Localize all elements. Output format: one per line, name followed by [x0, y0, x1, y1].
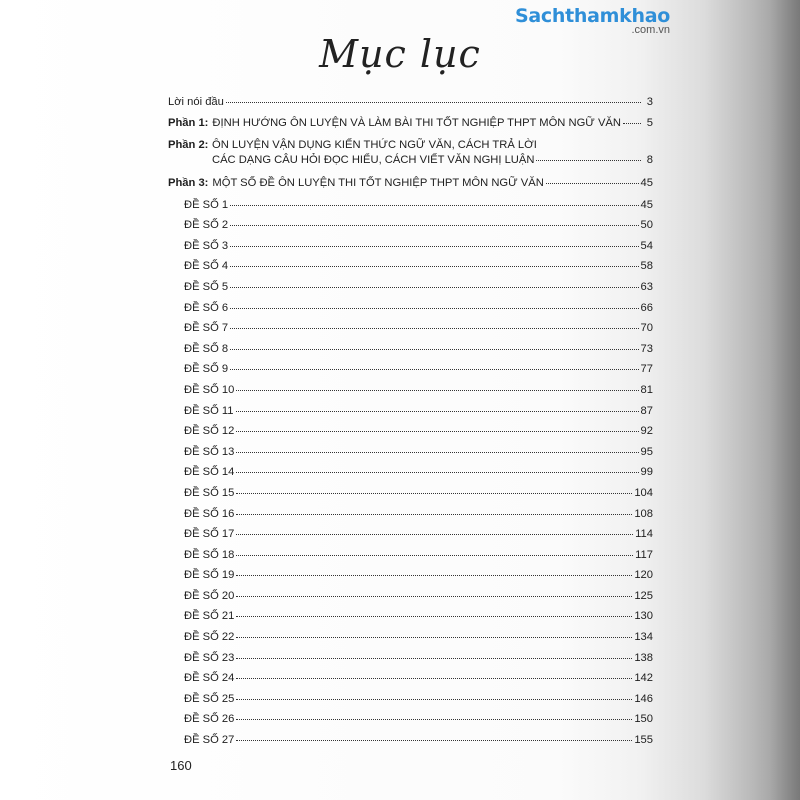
- dot-leader: [236, 739, 632, 741]
- dot-leader: [236, 574, 632, 576]
- dot-leader: [236, 615, 632, 617]
- toc-page: 150: [634, 713, 653, 726]
- toc-label: ĐỀ SỐ 22: [184, 631, 235, 644]
- toc-label: ĐỀ SỐ 9: [184, 363, 229, 376]
- toc-row-exam: [168, 302, 653, 323]
- toc-prefix: Phần 1:: [168, 116, 209, 129]
- table-of-contents: [168, 96, 653, 755]
- toc-row-exam: [168, 446, 653, 467]
- toc-label: ĐỀ SỐ 19: [184, 569, 235, 582]
- toc-row-exam: [168, 363, 653, 384]
- toc-page: 45: [640, 198, 653, 211]
- dot-leader: [236, 677, 632, 679]
- watermark-domain: .com.vn: [631, 24, 670, 36]
- toc-page: 70: [640, 322, 653, 335]
- toc-label: ĐỀ SỐ 14: [184, 466, 235, 479]
- toc-row-exam: [168, 466, 653, 487]
- toc-page: 130: [634, 610, 653, 623]
- toc-row-exam: [168, 384, 653, 405]
- toc-page: 50: [640, 219, 653, 232]
- dot-leader: [546, 182, 639, 184]
- toc-label: ĐỀ SỐ 18: [184, 548, 235, 561]
- toc-label: ĐỀ SỐ 7: [184, 322, 229, 335]
- dot-leader: [230, 348, 638, 350]
- dot-leader: [230, 224, 638, 226]
- watermark-brand: Sachthamkhao: [515, 5, 670, 27]
- dot-leader: [230, 245, 638, 247]
- dot-leader: [236, 636, 632, 638]
- toc-page: 81: [640, 383, 653, 396]
- toc-page: 5: [646, 116, 653, 129]
- toc-row-preface: [168, 96, 653, 117]
- dot-leader: [236, 698, 632, 700]
- toc-row-exam: [168, 610, 653, 631]
- toc-page: 63: [640, 280, 653, 293]
- dot-leader: [236, 430, 638, 432]
- page-title: Mục lục: [319, 32, 481, 76]
- toc-page: 8: [646, 153, 653, 166]
- toc-row-exam: [168, 693, 653, 714]
- toc-label: ĐỀ SỐ 20: [184, 589, 235, 602]
- toc-label: MỘT SỐ ĐỀ ÔN LUYỆN THI TỐT NGHIỆP THPT MÔN NGỮ VĂN: [212, 176, 544, 189]
- toc-label: ĐỀ SỐ 6: [184, 301, 229, 314]
- page-number: 160: [170, 758, 192, 773]
- toc-page: 58: [640, 260, 653, 273]
- toc-page: 142: [634, 672, 653, 685]
- toc-page: 138: [634, 651, 653, 664]
- toc-row-exam: [168, 322, 653, 343]
- toc-label: ĐỀ SỐ 8: [184, 342, 229, 355]
- toc-row-exam: [168, 734, 653, 755]
- toc-row-part-3: [168, 177, 653, 199]
- toc-label: ĐỀ SỐ 4: [184, 260, 229, 273]
- toc-row-exam: [168, 343, 653, 364]
- toc-row-exam: [168, 590, 653, 611]
- toc-label: ĐỀ SỐ 5: [184, 280, 229, 293]
- page-gutter-shadow: [770, 0, 800, 800]
- toc-page: 73: [640, 342, 653, 355]
- toc-row-exam: [168, 281, 653, 302]
- dot-leader: [236, 492, 632, 494]
- toc-row-exam: [168, 569, 653, 590]
- toc-page: 45: [640, 176, 653, 189]
- toc-page: 54: [640, 239, 653, 252]
- toc-page: 3: [646, 96, 653, 108]
- dot-leader: [226, 101, 641, 103]
- dot-leader: [236, 389, 638, 391]
- toc-page: 155: [634, 734, 653, 747]
- toc-row-part-1: [168, 117, 653, 139]
- toc-label-line-2: CÁC DẠNG CÂU HỎI ĐỌC HIỂU, CÁCH VIẾT VĂN NGHỊ LUẬN: [212, 153, 535, 166]
- dot-leader: [236, 657, 632, 659]
- toc-page: 114: [635, 528, 653, 541]
- exam-list: [168, 199, 653, 755]
- toc-page: 99: [640, 466, 653, 479]
- dot-leader: [236, 513, 632, 515]
- dot-leader: [230, 286, 638, 288]
- toc-page: 77: [640, 363, 653, 376]
- dot-leader: [236, 718, 632, 720]
- toc-row-exam: [168, 219, 653, 240]
- toc-label-line-1: ÔN LUYỆN VẬN DỤNG KIẾN THỨC NGỮ VĂN, CÁCH TRẢ LỜI: [212, 138, 537, 151]
- toc-label: ĐỀ SỐ 10: [184, 383, 235, 396]
- toc-row-exam: [168, 713, 653, 734]
- dot-leader: [623, 122, 641, 124]
- toc-page: 66: [640, 301, 653, 314]
- toc-prefix: Phần 3:: [168, 176, 209, 189]
- dot-leader: [536, 159, 641, 161]
- toc-page: 134: [634, 631, 653, 644]
- toc-page: 92: [640, 425, 653, 438]
- toc-label: ĐỀ SỐ 24: [184, 672, 235, 685]
- toc-label: ĐỀ SỐ 3: [184, 239, 229, 252]
- toc-label: ĐỀ SỐ 17: [184, 528, 235, 541]
- toc-label: ĐỀ SỐ 27: [184, 734, 235, 747]
- toc-page: 104: [634, 486, 653, 499]
- toc-label: ĐỊNH HƯỚNG ÔN LUYỆN VÀ LÀM BÀI THI TỐT NGHIỆP THPT MÔN NGỮ VĂN: [212, 116, 621, 129]
- toc-label: ĐỀ SỐ 23: [184, 651, 235, 664]
- dot-leader: [230, 327, 638, 329]
- toc-row-exam: [168, 199, 653, 220]
- toc-page: 146: [634, 692, 653, 705]
- toc-row-exam: [168, 508, 653, 529]
- toc-row-exam: [168, 631, 653, 652]
- dot-leader: [236, 451, 638, 453]
- toc-label: ĐỀ SỐ 26: [184, 713, 235, 726]
- dot-leader: [230, 204, 638, 206]
- toc-label: ĐỀ SỐ 13: [184, 445, 235, 458]
- toc-row-exam: [168, 405, 653, 426]
- toc-row-exam: [168, 652, 653, 673]
- dot-leader: [236, 554, 633, 556]
- toc-prefix: Phần 2:: [168, 138, 209, 151]
- toc-page: 108: [634, 507, 653, 520]
- toc-row-exam: [168, 487, 653, 508]
- toc-label: ĐỀ SỐ 12: [184, 425, 235, 438]
- toc-label: ĐỀ SỐ 16: [184, 507, 235, 520]
- dot-leader: [236, 533, 633, 535]
- dot-leader: [230, 307, 638, 309]
- toc-label: Lời nói đầu: [168, 96, 224, 108]
- toc-label: ĐỀ SỐ 21: [184, 610, 235, 623]
- toc-row-exam: [168, 528, 653, 549]
- toc-page: 120: [634, 569, 653, 582]
- toc-page: 125: [634, 589, 653, 602]
- toc-label: ĐỀ SỐ 25: [184, 692, 235, 705]
- toc-row-exam: [168, 260, 653, 281]
- toc-label: ĐỀ SỐ 15: [184, 486, 235, 499]
- toc-page: 117: [635, 548, 653, 561]
- toc-label: ĐỀ SỐ 2: [184, 219, 229, 232]
- toc-row-part-2: [168, 139, 653, 177]
- toc-label: ĐỀ SỐ 11: [184, 404, 234, 417]
- toc-page: 87: [640, 404, 653, 417]
- dot-leader: [236, 471, 638, 473]
- toc-row-exam: [168, 425, 653, 446]
- dot-leader: [236, 410, 639, 412]
- toc-row-exam: [168, 240, 653, 261]
- toc-row-exam: [168, 549, 653, 570]
- dot-leader: [236, 595, 632, 597]
- dot-leader: [230, 265, 638, 267]
- toc-label: ĐỀ SỐ 1: [184, 198, 229, 211]
- toc-page: 95: [640, 445, 653, 458]
- toc-row-exam: [168, 672, 653, 693]
- dot-leader: [230, 368, 638, 370]
